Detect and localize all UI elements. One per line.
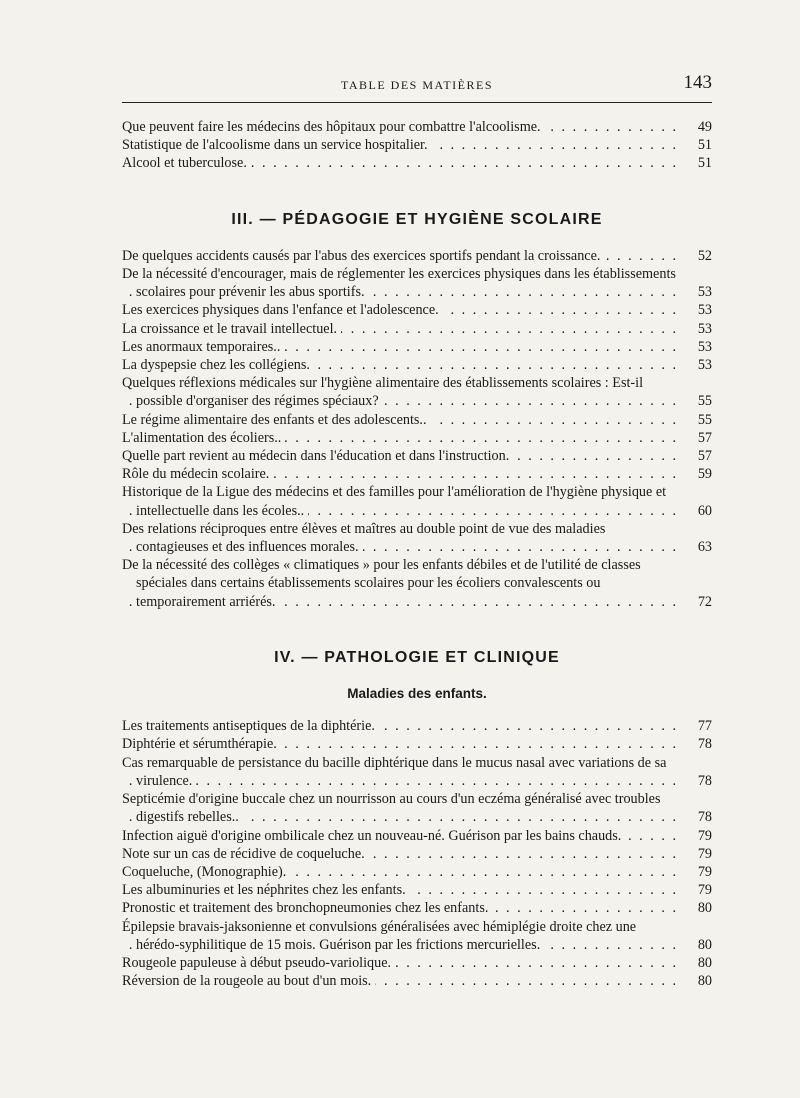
toc-entry <box>122 356 712 374</box>
entry-title: Les anormaux temporaires.. <box>122 339 284 355</box>
entry-title: Des relations réciproques entre élèves et maîtres au double point de vue des maladies contagieuses et des influences morales. <box>122 520 606 556</box>
subsection-heading: Maladies des enfants. <box>347 686 487 702</box>
toc-entry <box>122 790 712 826</box>
entry-title: Historique de la Ligue des médecins et des familles pour l'amélioration de l'hygiène physique et intellectuelle dans les écoles.. <box>122 484 667 519</box>
toc-entry <box>122 754 712 790</box>
toc-entry <box>122 447 712 465</box>
toc-entry <box>122 735 712 753</box>
entry-title: Cas remarquable de persistance du bacille diphtérique dans le mucus nasal avec variations de sa virulence. <box>122 754 667 789</box>
section-heading-iii: III. — PÉDAGOGIE ET HYGIÈNE SCOLAIRE <box>231 210 603 228</box>
entry-title: La croissance et le travail intellectuel. <box>122 321 341 337</box>
toc-block-top <box>122 118 712 173</box>
toc-entry <box>122 411 712 429</box>
toc-entry <box>122 465 712 483</box>
entry-page: 51 <box>680 154 712 172</box>
toc-entry <box>122 265 712 301</box>
entry-page: 53 <box>680 301 712 319</box>
entry-page: 79 <box>680 863 712 881</box>
toc-entry <box>122 338 712 356</box>
entry-page: 52 <box>680 247 712 265</box>
toc-entry <box>122 118 712 136</box>
toc-entry <box>122 301 712 319</box>
entry-title: Rôle du médecin scolaire. <box>122 466 273 482</box>
entry-title: De quelques accidents causés par l'abus des exercices sportifs pendant la croissance. <box>122 248 604 264</box>
toc-entry <box>122 972 712 990</box>
toc-entry <box>122 918 712 954</box>
toc-entry <box>122 717 712 735</box>
entry-title: Réversion de la rougeole au bout d'un mois. <box>122 973 375 989</box>
entry-page: 79 <box>680 827 712 845</box>
entry-page: 78 <box>680 772 712 790</box>
toc-entry <box>122 556 712 611</box>
entry-page: 55 <box>680 411 712 429</box>
entry-title: Alcool et tuberculose. <box>122 155 251 171</box>
entry-title: Pronostic et traitement des bronchopneumonies chez les enfants. <box>122 900 492 916</box>
entry-title: Statistique de l'alcoolisme dans un service hospitalier. <box>122 137 432 153</box>
toc-entry <box>122 827 712 845</box>
toc-entry <box>122 845 712 863</box>
entry-page: 80 <box>680 954 712 972</box>
entry-page: 78 <box>680 808 712 826</box>
entry-page: 53 <box>680 320 712 338</box>
entry-page: 53 <box>680 283 712 301</box>
entry-title: Les albuminuries et les néphrites chez les enfants. <box>122 882 410 898</box>
entry-title: Quelle part revient au médecin dans l'éducation et dans l'instruction. <box>122 448 513 464</box>
entry-title: Rougeole papuleuse à début pseudo-variolique. <box>122 955 395 971</box>
toc-entry <box>122 899 712 917</box>
entry-title: La dyspepsie chez les collégiens. <box>122 357 314 373</box>
toc-entry <box>122 429 712 447</box>
entry-title: Les exercices physiques dans l'enfance et l'adolescence. <box>122 302 443 318</box>
toc-entry <box>122 247 712 265</box>
running-header <box>122 74 712 103</box>
entry-title: Note sur un cas de récidive de coqueluche. <box>122 846 369 862</box>
toc-entry <box>122 954 712 972</box>
toc-entry <box>122 320 712 338</box>
entry-title: Quelques réflexions médicales sur l'hygiène alimentaire des établissements scolaires : Est-il possible d'organiser des régimes spéciaux? <box>122 375 644 410</box>
entry-page: 79 <box>680 845 712 863</box>
entry-title: De la nécessité des collèges « climatiques » pour les enfants débiles et de l'utilité de classes spéciales dans certains établissements scolaires pour les écoliers convalescents ou temporairement arriérés. <box>122 557 641 610</box>
entry-title: Le régime alimentaire des enfants et des adolescents.. <box>122 412 431 428</box>
entry-page: 72 <box>680 593 712 611</box>
entry-title: Septicémie d'origine buccale chez un nourrisson au cours d'un eczéma généralisé avec troubles digestifs rebelles.. <box>122 791 661 826</box>
entry-page: 78 <box>680 735 712 753</box>
entry-page: 53 <box>680 338 712 356</box>
toc-entry <box>122 483 712 519</box>
toc-entry <box>122 154 712 172</box>
entry-page: 80 <box>680 936 712 954</box>
entry-page: 59 <box>680 465 712 483</box>
toc-entry <box>122 374 712 410</box>
table-of-contents <box>122 118 712 990</box>
entry-page: 55 <box>680 392 712 410</box>
entry-page: 60 <box>680 502 712 520</box>
toc-entry <box>122 136 712 154</box>
entry-page: 49 <box>680 118 712 136</box>
entry-title: Les traitements antiseptiques de la diphtérie. <box>122 718 379 734</box>
entry-page: 79 <box>680 881 712 899</box>
entry-title: Épilepsie bravais-jaksonienne et convulsions généralisées avec hémiplégie droite chez une hérédo-syphilitique de 15 mois. Guérison par les frictions mercurielles. <box>122 918 637 953</box>
entry-page: 63 <box>680 538 712 556</box>
toc-section-iii <box>122 247 712 611</box>
page-number: 143 <box>683 72 712 93</box>
entry-page: 51 <box>680 136 712 154</box>
entry-page: 80 <box>680 972 712 990</box>
toc-section-iv <box>122 717 712 990</box>
entry-page: 53 <box>680 356 712 374</box>
entry-title: Diphtérie et sérumthérapie. <box>122 736 281 752</box>
entry-title: Que peuvent faire les médecins des hôpitaux pour combattre l'alcoolisme. <box>122 119 545 135</box>
entry-page: 57 <box>680 429 712 447</box>
toc-entry <box>122 520 712 556</box>
toc-entry <box>122 863 712 881</box>
entry-page: 57 <box>680 447 712 465</box>
entry-title: Coqueluche, (Monographie). <box>122 864 290 880</box>
running-title: TABLE DES MATIÈRES <box>340 78 494 92</box>
entry-title: Infection aiguë d'origine ombilicale chez un nouveau-né. Guérison par les bains chauds. <box>122 828 625 844</box>
entry-page: 80 <box>680 899 712 917</box>
entry-title: De la nécessité d'encourager, mais de réglementer les exercices physiques dans les établissements scolaires pour prévenir les abus sportifs. <box>122 266 676 301</box>
entry-title: L'alimentation des écoliers.. <box>122 430 285 446</box>
section-heading-iv: IV. — PATHOLOGIE ET CLINIQUE <box>274 648 560 666</box>
entry-page: 77 <box>680 717 712 735</box>
toc-entry <box>122 881 712 899</box>
